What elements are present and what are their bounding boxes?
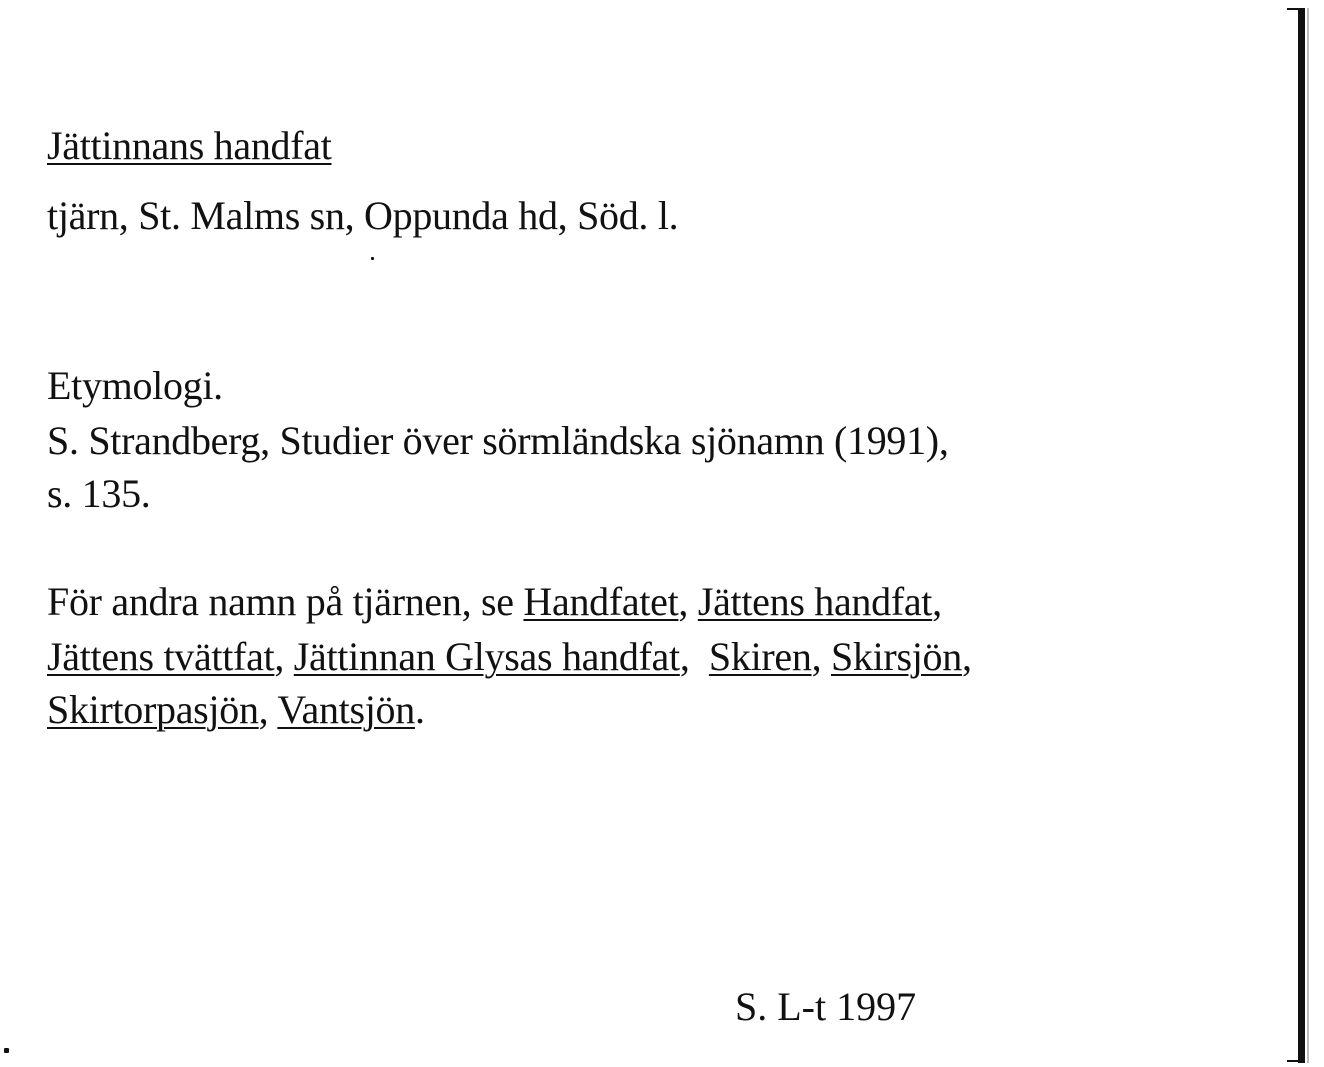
card-right-edge	[1298, 8, 1305, 1063]
card-right-edge-shadow	[1307, 8, 1309, 1063]
etymology-source-line-2: s. 135.	[47, 471, 151, 516]
see-also-line-3: Skirtorpasjön, Vantsjön.	[47, 687, 425, 732]
entry-description: tjärn, St. Malms sn, Oppunda hd, Söd. l.	[47, 193, 679, 238]
see-also-link-vantsjon[interactable]: Vantsjön	[277, 687, 415, 732]
see-also-link-jattens-handfat[interactable]: Jättens handfat	[697, 579, 933, 624]
card-edge-tick-bottom	[1287, 1060, 1299, 1062]
scan-speck	[4, 1048, 9, 1053]
see-also-link-skirtorpasjon[interactable]: Skirtorpasjön	[47, 687, 259, 732]
scan-speck	[371, 257, 374, 260]
headword	[47, 123, 332, 168]
see-also-intro: För andra namn på tjärnen, se	[47, 579, 524, 624]
etymology-heading: Etymologi.	[47, 363, 223, 408]
see-also-line-1: För andra namn på tjärnen, se Handfatet, Jättens handfat,	[47, 579, 942, 624]
see-also-link-skiren[interactable]: Skiren	[708, 634, 812, 679]
etymology-source-line-1: S. Strandberg, Studier över sörmländska sjönamn (1991),	[47, 418, 949, 463]
see-also-line-2: Jättens tvättfat, Jättinnan Glysas handfat, Skiren, Skirsjön,	[47, 634, 972, 679]
headword-text: Jättinnans handfat	[47, 123, 332, 168]
see-also-link-skirsjon[interactable]: Skirsjön	[830, 634, 962, 679]
see-also-link-jattinnan-glysas-handfat[interactable]: Jättinnan Glysas handfat	[293, 634, 680, 679]
see-also-link-jattens-tvattfat[interactable]: Jättens tvättfat	[47, 634, 275, 679]
see-also-link-handfatet[interactable]: Handfatet	[523, 579, 679, 624]
signature: S. L-t 1997	[735, 984, 917, 1029]
